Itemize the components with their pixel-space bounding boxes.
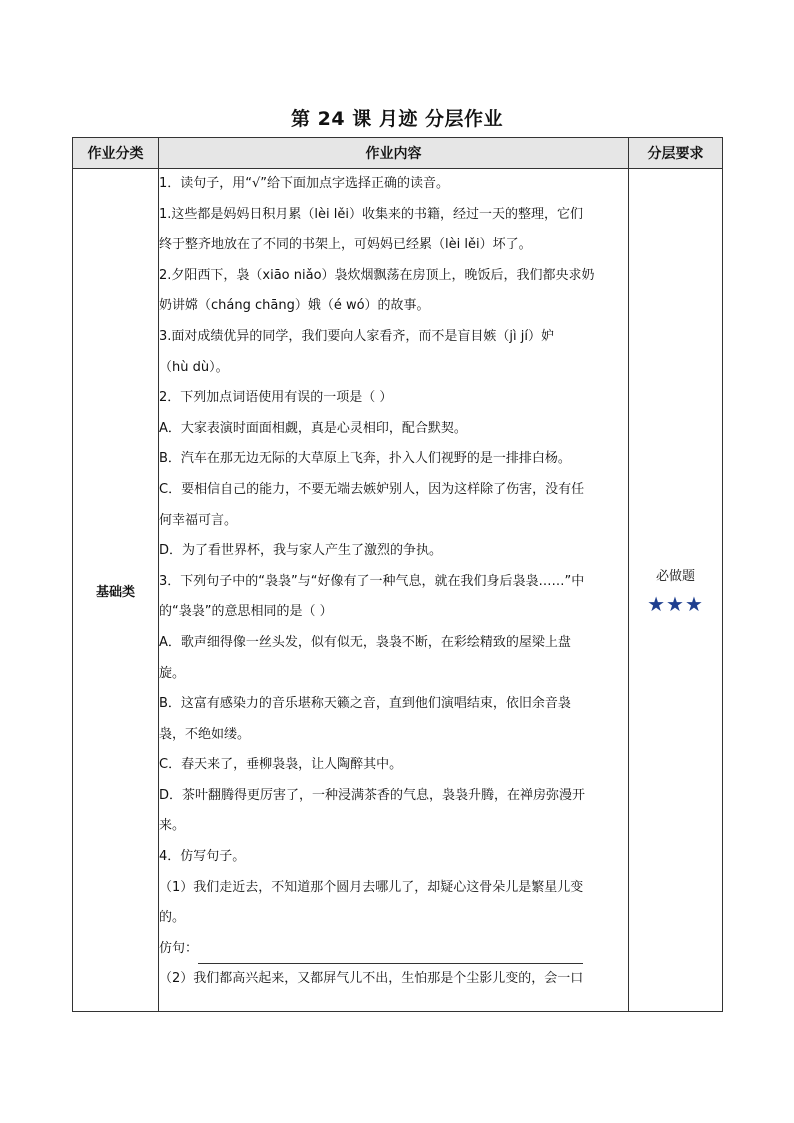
content-line: 来。 bbox=[159, 818, 186, 834]
content-line: D．为了看世界杯，我与家人产生了激烈的争执。 bbox=[159, 543, 443, 559]
content-line: 旋。 bbox=[159, 665, 186, 681]
header-content: 作业内容 bbox=[159, 138, 629, 169]
content-cell bbox=[159, 169, 629, 1012]
content-line: 2．下列加点词语使用有误的一项是（ ） bbox=[159, 390, 393, 406]
content-line: 1.这些都是妈妈日积月累（lèi lěi）收集来的书籍，经过一天的整理，它们 bbox=[159, 206, 583, 222]
requirement-cell bbox=[629, 169, 723, 1012]
content-line: 1．读句子，用“√”给下面加点字选择正确的读音。 bbox=[159, 176, 450, 191]
content-line: （1）我们走近去，不知道那个圆月去哪儿了，却疑心这骨朵儿是繁星儿变 bbox=[159, 879, 584, 895]
content-line: 的。 bbox=[159, 910, 186, 926]
content-line: （hù dù）。 bbox=[159, 359, 229, 375]
imitate-label: 仿句： bbox=[159, 940, 199, 956]
content-line: B．汽车在那无边无际的大草原上飞奔，扑入人们视野的是一排排白杨。 bbox=[159, 451, 571, 467]
content-line: 3．下列句子中的“袅袅”与“好像有了一种气息，就在我们身后袅袅……”中 bbox=[159, 573, 585, 589]
content-line: 的“袅袅”的意思相同的是（ ） bbox=[159, 604, 333, 620]
content-line: C．要相信自己的能力，不要无端去嫉妒别人，因为这样除了伤害，没有任 bbox=[159, 481, 585, 497]
content-line: 终于整齐地放在了不同的书架上，可妈妈已经累（lèi lěi）坏了。 bbox=[159, 237, 532, 253]
answer-blank[interactable] bbox=[198, 949, 583, 964]
content-line: A．歌声细得像一丝头发，似有似无，袅袅不断，在彩绘精致的屋梁上盘 bbox=[159, 634, 571, 650]
category-cell: 基础类 bbox=[73, 169, 159, 1012]
content-line: C．春天来了，垂柳袅袅，让人陶醉其中。 bbox=[159, 757, 403, 773]
content-line: B．这富有感染力的音乐堪称天籁之音，直到他们演唱结束，依旧余音袅 bbox=[159, 696, 571, 712]
content-line: 何幸福可言。 bbox=[159, 512, 238, 528]
imitate-line bbox=[159, 934, 628, 965]
header-category: 作业分类 bbox=[73, 138, 159, 169]
content-line: D．茶叶翻腾得更厉害了，一种浸满茶香的气息，袅袅升腾，在禅房弥漫开 bbox=[159, 787, 586, 803]
content-line: 袅，不绝如缕。 bbox=[159, 726, 251, 742]
page-title: 第 24 课 月迹 分层作业 bbox=[291, 108, 503, 130]
content-line: A．大家表演时面面相觑，真是心灵相印，配合默契。 bbox=[159, 420, 467, 436]
content-line: 4．仿写句子。 bbox=[159, 849, 246, 865]
content-lines bbox=[159, 169, 628, 934]
content-line-last: （2）我们都高兴起来，又都屏气儿不出，生怕那是个尘影儿变的，会一口 bbox=[159, 971, 584, 987]
table-header-row bbox=[73, 138, 723, 169]
content-line: 奶讲嫦（cháng chāng）娥（é wó）的故事。 bbox=[159, 298, 430, 314]
content-line: 3.面对成绩优异的同学，我们要向人家看齐，而不是盲目嫉（jì jí）妒 bbox=[159, 328, 554, 344]
table-row bbox=[73, 169, 723, 1012]
header-requirement: 分层要求 bbox=[629, 138, 723, 169]
requirement-label: 必做题 bbox=[655, 568, 695, 584]
content-line: 2.夕阳西下，袅（xiāo niǎo）袅炊烟飘荡在房顶上，晚饭后，我们都央求奶 bbox=[159, 267, 595, 283]
star-rating-icon: ★★★ bbox=[647, 591, 704, 616]
homework-table bbox=[72, 137, 723, 1012]
